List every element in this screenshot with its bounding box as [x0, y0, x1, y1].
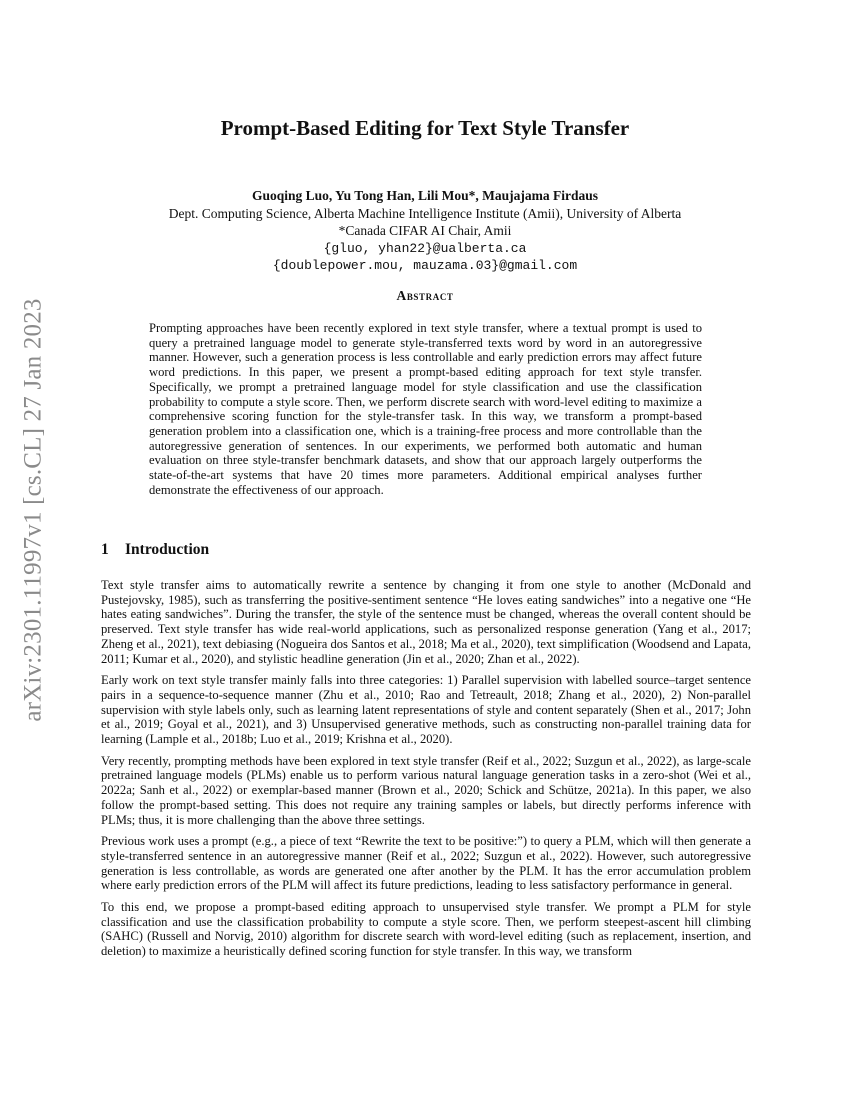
arxiv-identifier	[9, 298, 59, 722]
body-paragraph: Early work on text style transfer mainly falls into three categories: 1) Parallel supervision with labelled source–target sentence pairs in a sequence-to-sequence manner (Zhu et al., 2010; Rao and Tetreault, 2018; Zhang et al., 2020), 2) Non-parallel supervision with style labels only, such as learning latent representations of style and content separately (Shen et al., 2017; John et al., 2019; Goyal et al., 2021), and 3) Unsupervised generative methods, such as constructing non-parallel training data for learning (Lample et al., 2018b; Luo et al., 2019; Krishna et al., 2020).	[101, 673, 751, 747]
abstract-heading: Abstract	[396, 288, 454, 303]
body-paragraph: To this end, we propose a prompt-based editing approach to unsupervised style transfer. We prompt a PLM for style classification and use the classification probability to compute a style score. Then, we perform steepest-ascent hill climbing (SAHC) (Russell and Norvig, 2010) algorithm for discrete search with word-level editing (such as replacement, insertion, and deletion) to maximize a heuristically defined scoring function for style transfer. In this way, we transform	[101, 900, 751, 959]
affiliation-secondary: *Canada CIFAR AI Chair, Amii	[338, 223, 512, 238]
body-paragraph: Previous work uses a prompt (e.g., a piece of text “Rewrite the text to be positive:”) to query a PLM, which will then generate a style-transferred sentence in an autoregressive manner (Reif et al., 2022; Suzgun et al., 2022). However, such autoregressive generation is less controllable, as words are generated one after another by the PLM. It has the error accumulation problem where early prediction errors of the PLM will affect its future predictions, leading to less satisfactory performance in general.	[101, 834, 751, 893]
author-names: Guoqing Luo, Yu Tong Han, Lili Mou*, Maujajama Firdaus	[252, 188, 598, 203]
section-heading	[101, 541, 209, 559]
email-line-2: {doublepower.mou, mauzama.03}@gmail.com	[272, 258, 578, 273]
email-line-1: {gluo, yhan22}@ualberta.ca	[323, 240, 527, 256]
body-paragraph: Text style transfer aims to automatically rewrite a sentence by changing it from one style to another (McDonald and Pustejovsky, 1985), such as transferring the positive-sentiment sentence “He loves eating sandwiches” into a negative one “He hates eating sandwiches”. During the transfer, the style of the sentence must be changed, whereas the overall content should be preserved. Text style transfer has wide real-world applications, such as personalized response generation (Yang et al., 2017; Zheng et al., 2021), text debiasing (Nogueira dos Santos et al., 2018; Ma et al., 2020), text simplification (Woodsend and Lapata, 2011; Kumar et al., 2020), and stylistic headline generation (Jin et al., 2020; Zhan et al., 2022).	[101, 578, 751, 666]
section-number: 1	[101, 541, 109, 558]
affiliation-primary: Dept. Computing Science, Alberta Machine Intelligence Institute (Amii), University of Alberta	[168, 205, 682, 221]
section-title: Introduction	[125, 541, 210, 558]
body-paragraph: Very recently, prompting methods have been explored in text style transfer (Reif et al., 2022; Suzgun et al., 2022), as large-scale pretrained language models (PLMs) enable us to perform various natural language generation tasks in a zero-shot (Wei et al., 2022a; Sanh et al., 2022) or exemplar-based manner (Brown et al., 2020; Schick and Schütze, 2021a). In this paper, we also follow the prompt-based setting. This does not require any training samples or labels, but directly performs inference with PLMs; thus, it is more challenging than the above three settings.	[101, 753, 751, 827]
section-body	[101, 578, 751, 966]
author-block	[100, 187, 750, 275]
abstract-text: Prompting approaches have been recently explored in text style transfer, where a textual prompt is used to query a pretrained language model to generate style-transferred texts word by word in an autoregressive manner. However, such a generation process is less controllable and early prediction errors may affect future word predictions. In this paper, we present a prompt-based editing approach for text style transfer. Specifically, we prompt a pretrained language model for style classification and use the classification probability to compute a style score. Then, we perform discrete search with word-level editing to maximize a comprehensive scoring function for the style-transfer task. In this way, we transform a prompt-based generation problem into a classification one, which is a training-free process and more controllable than the autoregressive generation of sentences. In our experiments, we performed both automatic and human evaluation on three style-transfer benchmark datasets, and show that our approach largely outperforms the state-of-the-art systems that have 20 times more parameters. Additional empirical analyses further demonstrate the effectiveness of our approach.	[149, 321, 702, 497]
arxiv-identifier-text: arXiv:2301.11997v1 [cs.CL] 27 Jan 2023	[20, 298, 48, 722]
paper-title: Prompt-Based Editing for Text Style Transfer	[220, 116, 630, 140]
